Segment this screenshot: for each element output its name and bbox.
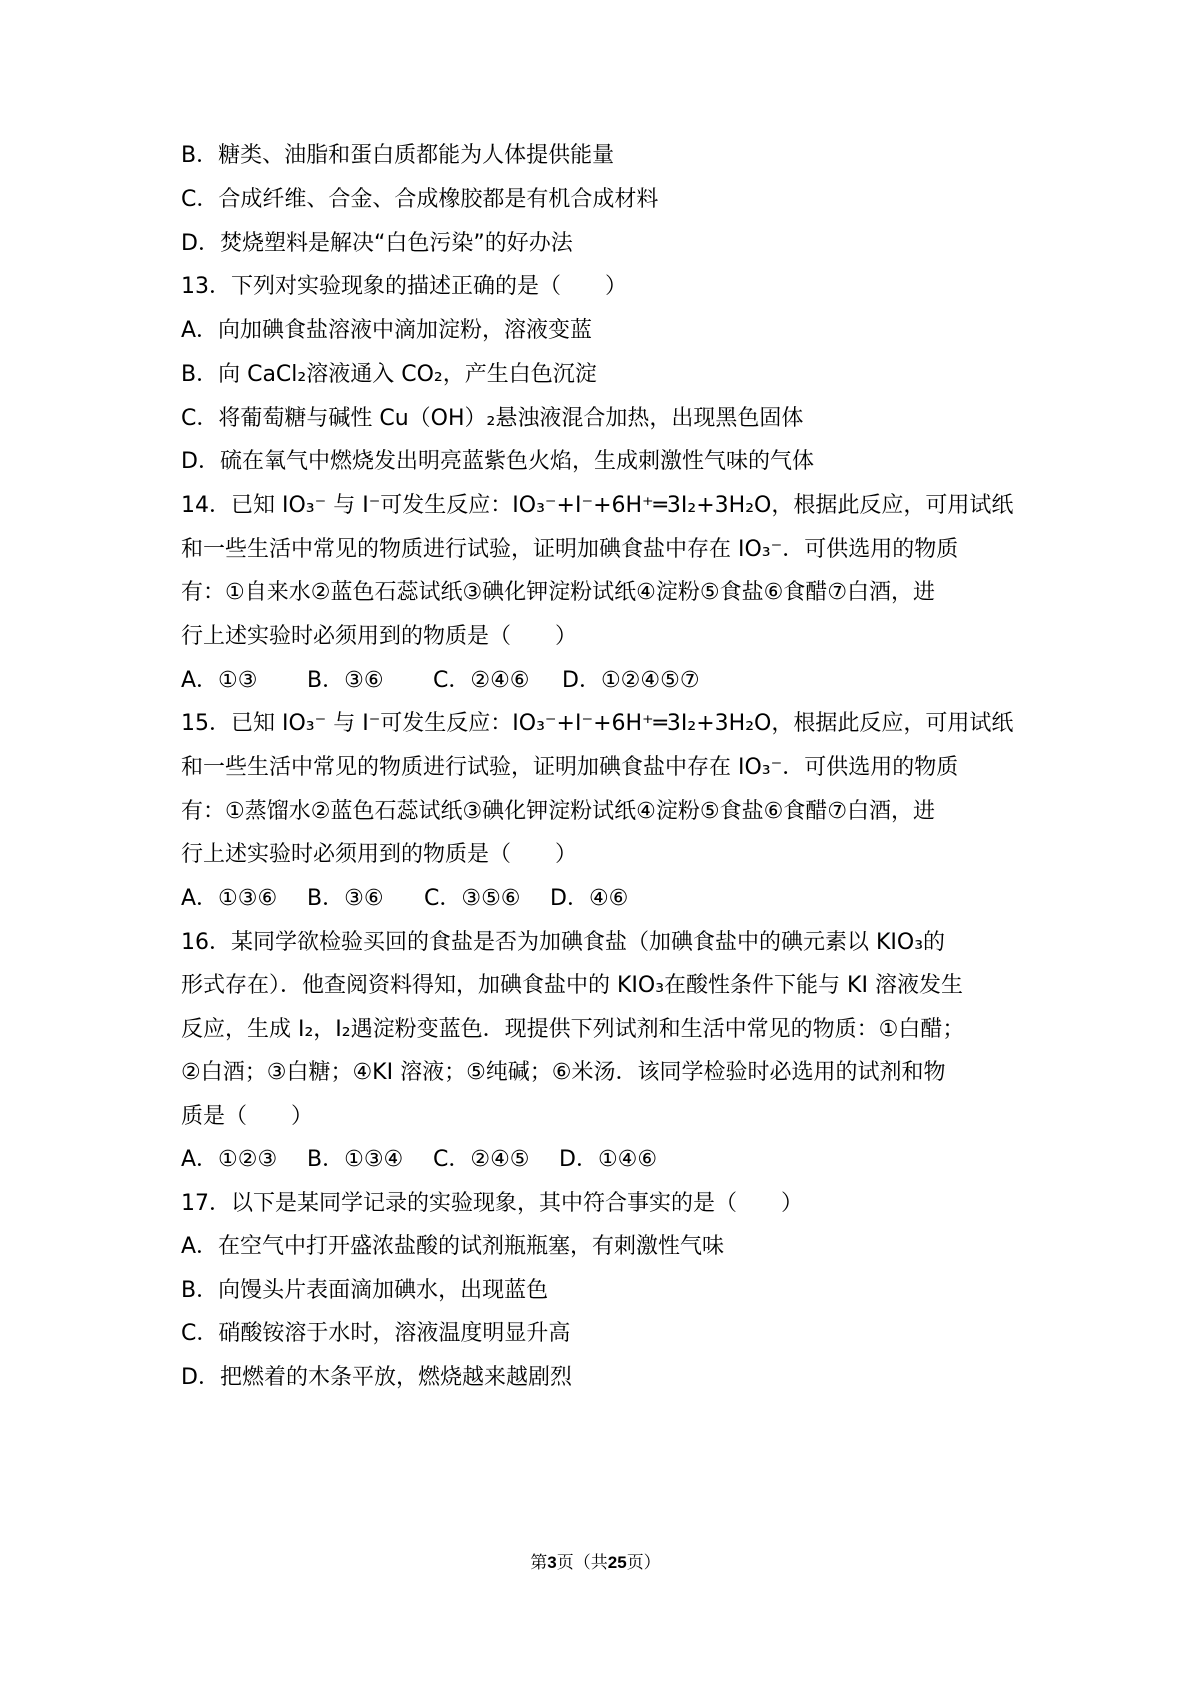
q15-stem-line-1: 15．已知 IO₃⁻ 与 I⁻可发生反应：IO₃⁻+I⁻+6H⁺═3I₂+3H₂O，根据此反应，可用试纸: [181, 711, 1014, 736]
q15-stem-line-2: 和一些生活中常见的物质进行试验，证明加碘食盐中存在 IO₃⁻．可供选用的物质: [181, 755, 959, 780]
footer-prefix: 第: [530, 1553, 548, 1573]
q16-option-a: A．①②③: [181, 1147, 278, 1172]
page-footer: [0, 1548, 1191, 1573]
q12-option-d: D．焚烧塑料是解决“白色污染”的好办法: [181, 231, 573, 256]
q14-options: [181, 666, 1031, 696]
q16-stem-line-5: 质是（ ）: [181, 1104, 314, 1129]
q15-option-c: C．③⑤⑥: [424, 886, 521, 911]
q14-option-d: D．①②④⑤⑦: [562, 668, 700, 693]
q15-options: [181, 884, 1031, 914]
q15-option-d: D．④⑥: [550, 886, 629, 911]
q17-option-b: B．向馒头片表面滴加碘水，出现蓝色: [181, 1278, 549, 1303]
q15-stem-line-3: 有：①蒸馏水②蓝色石蕊试纸③碘化钾淀粉试纸④淀粉⑤食盐⑥食醋⑦白酒，进: [181, 799, 936, 824]
q16-stem-line-2: 形式存在）．他查阅资料得知，加碘食盐中的 KIO₃在酸性条件下能与 KI 溶液发生: [181, 973, 963, 998]
q15-stem-line-4: 行上述实验时必须用到的物质是（ ）: [181, 842, 578, 867]
q15-option-b: B．③⑥: [307, 886, 384, 911]
q13-stem: 13．下列对实验现象的描述正确的是（ ）: [181, 274, 627, 299]
q14-stem-line-4: 行上述实验时必须用到的物质是（ ）: [181, 624, 578, 649]
q16-option-c: C．②④⑤: [433, 1147, 530, 1172]
footer-middle: 页（共: [556, 1553, 608, 1573]
q13-option-c: C．将葡萄糖与碱性 Cu（OH）₂悬浊液混合加热，出现黑色固体: [181, 406, 804, 431]
q14-stem-line-3: 有：①自来水②蓝色石蕊试纸③碘化钾淀粉试纸④淀粉⑤食盐⑥食醋⑦白酒，进: [181, 580, 936, 605]
q16-option-d: D．①④⑥: [559, 1147, 658, 1172]
q17-option-d: D．把燃着的木条平放，燃烧越来越剧烈: [181, 1365, 572, 1390]
q17-option-a: A．在空气中打开盛浓盐酸的试剂瓶瓶塞，有刺激性气味: [181, 1234, 725, 1259]
q14-stem-line-1: 14．已知 IO₃⁻ 与 I⁻可发生反应：IO₃⁻+I⁻+6H⁺═3I₂+3H₂O，根据此反应，可用试纸: [181, 493, 1014, 518]
q16-stem-line-3: 反应，生成 I₂，I₂遇淀粉变蓝色．现提供下列试剂和生活中常见的物质：①白醋；: [181, 1017, 965, 1042]
q14-option-b: B．③⑥: [307, 668, 384, 693]
q12-option-b: B．糖类、油脂和蛋白质都能为人体提供能量: [181, 143, 615, 168]
q13-option-a: A．向加碘食盐溶液中滴加淀粉，溶液变蓝: [181, 318, 593, 343]
footer-page-number: 3: [547, 1553, 557, 1572]
q17-option-c: C．硝酸铵溶于水时，溶液温度明显升高: [181, 1321, 571, 1346]
q12-option-c: C．合成纤维、合金、合成橡胶都是有机合成材料: [181, 187, 659, 212]
q14-stem-line-2: 和一些生活中常见的物质进行试验，证明加碘食盐中存在 IO₃⁻．可供选用的物质: [181, 537, 959, 562]
footer-suffix: 页）: [626, 1553, 661, 1573]
q14-option-c: C．②④⑥: [433, 668, 530, 693]
q13-option-d: D．硫在氧气中燃烧发出明亮蓝紫色火焰，生成刺激性气味的气体: [181, 449, 814, 474]
q17-stem: 17．以下是某同学记录的实验现象，其中符合事实的是（ ）: [181, 1191, 803, 1216]
q16-option-b: B．①③④: [307, 1147, 404, 1172]
q16-stem-line-4: ②白酒；③白糖；④KI 溶液；⑤纯碱；⑥米汤．该同学检验时必选用的试剂和物: [181, 1060, 946, 1085]
q13-option-b: B．向 CaCl₂溶液通入 CO₂，产生白色沉淀: [181, 362, 597, 387]
q16-stem-line-1: 16．某同学欲检验买回的食盐是否为加碘食盐（加碘食盐中的碘元素以 KIO₃的: [181, 930, 946, 955]
q15-option-a: A．①③⑥: [181, 886, 278, 911]
footer-total-pages: 25: [607, 1553, 627, 1572]
q14-option-a: A．①③: [181, 668, 258, 693]
q16-options: [181, 1145, 1031, 1175]
